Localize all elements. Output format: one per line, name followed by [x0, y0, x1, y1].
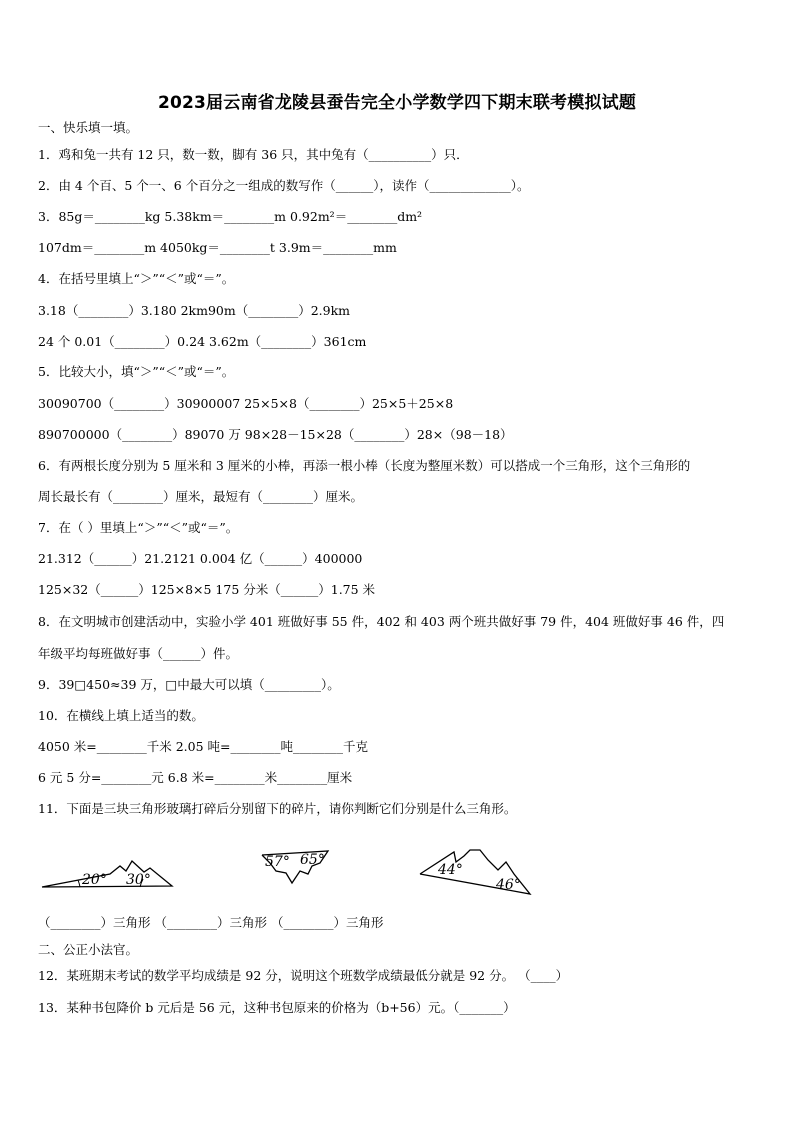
question-13: 13．某种书包降价 b 元后是 56 元，这种书包原来的价格为（b+56）元。（_______） — [38, 1000, 516, 1015]
question-5-row-2: 890700000（________）89070 万 98×28－15×28（________）28×（98－18） — [38, 427, 513, 442]
question-10-row-2: 6 元 5 分=________元 6.8 米=________米________厘米 — [38, 770, 353, 785]
question-7-row-1: 21.312（______）21.2121 0.004 亿（______）400000 — [38, 551, 363, 566]
angle-label-44: 44° — [438, 862, 463, 878]
question-1: 1．鸡和兔一共有 12 只，数一数，脚有 36 只，其中兔有（__________）只． — [38, 147, 469, 162]
question-3-row-2: 107dm＝________m 4050kg＝________t 3.9m＝________mm — [38, 240, 397, 255]
question-4-row-2: 24 个 0.01（________）0.24 3.62m（________）361cm — [38, 334, 367, 349]
question-8-line-1: 8．在文明城市创建活动中，实验小学 401 班做好事 55 件，402 和 403 两个班共做好事 79 件，404 班做好事 46 件，四 — [38, 614, 725, 629]
triangle-fragment-2 — [258, 849, 334, 887]
question-10: 10．在横线上填上适当的数。 — [38, 708, 204, 723]
angle-label-20: 20° — [82, 872, 107, 888]
question-6-line-2: 周长最长有（________）厘米，最短有（________）厘米。 — [38, 489, 364, 504]
angle-label-65: 65° — [300, 852, 325, 868]
question-3-row-1: 3．85g＝________kg 5.38km＝________m 0.92m²＝________dm² — [38, 209, 423, 224]
question-4-row-1: 3.18（________）3.180 2km90m（________）2.9km — [38, 303, 351, 318]
question-5: 5．比较大小，填“＞”“＜”或“＝”。 — [38, 364, 235, 379]
question-4: 4．在括号里填上“＞”“＜”或“＝”。 — [38, 271, 235, 286]
angle-label-30: 30° — [126, 872, 151, 888]
triangle-fragment-1 — [40, 852, 176, 892]
question-9: 9．39□450≈39 万，□中最大可以填（_________）。 — [38, 677, 340, 692]
question-12: 12．某班期末考试的数学平均成绩是 92 分，说明这个班数学成绩最低分就是 92 分。 （____） — [38, 968, 569, 983]
question-6-line-1: 6．有两根长度分别为 5 厘米和 3 厘米的小棒，再添一根小棒（长度为整厘米数）可以搭成一个三角形，这个三角形的 — [38, 458, 691, 473]
section-1-heading: 一、快乐填一填。 — [38, 120, 139, 135]
question-7: 7．在（ ）里填上“＞”“＜”或“＝”。 — [38, 520, 239, 535]
triangle-fragment-3 — [418, 846, 536, 898]
question-5-row-1: 30090700（________）30900007 25×5×8（________）25×5＋25×8 — [38, 396, 454, 411]
question-2: 2．由 4 个百、5 个一、6 个百分之一组成的数写作（______），读作（_____________）。 — [38, 178, 530, 193]
question-7-row-2: 125×32（______）125×8×5 175 分米（______）1.75 米 — [38, 582, 376, 597]
page-title: 2023届云南省龙陵县蚕告完全小学数学四下期末联考模拟试题 — [157, 93, 637, 113]
question-11-answers: （________）三角形 （________）三角形 （________）三角形 — [38, 915, 384, 930]
question-10-row-1: 4050 米=________千米 2.05 吨=________吨________千克 — [38, 739, 369, 754]
angle-label-57: 57° — [265, 854, 290, 870]
question-8-line-2: 年级平均每班做好事（______）件。 — [38, 646, 239, 661]
angle-label-46: 46° — [496, 877, 521, 893]
question-11: 11．下面是三块三角形玻璃打碎后分别留下的碎片，请你判断它们分别是什么三角形。 — [38, 801, 517, 816]
section-2-heading: 二、公正小法官。 — [38, 942, 139, 957]
